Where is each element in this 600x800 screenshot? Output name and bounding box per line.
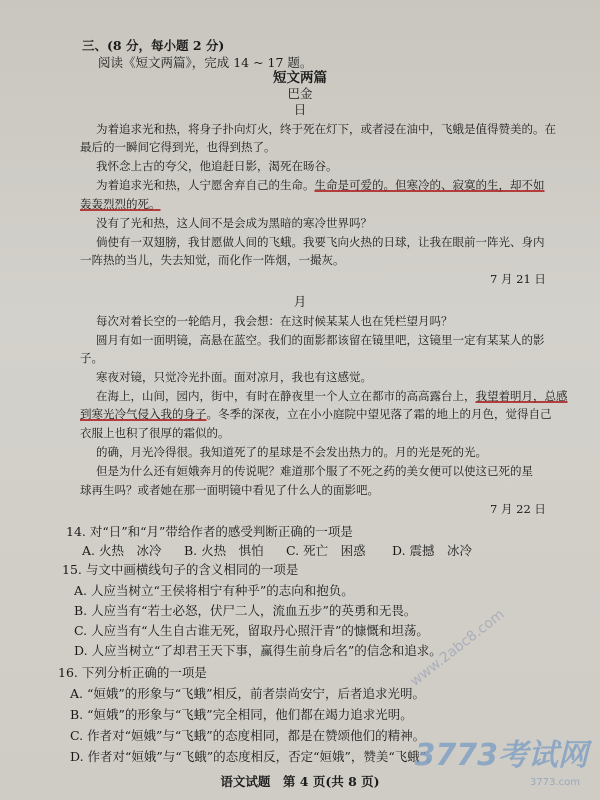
page-footer: 语文试题 第 4 页(共 8 页): [220, 774, 380, 789]
q16-stem: 16. 下列分析正确的一项是: [58, 665, 207, 680]
q15-option-c: C. 人应当有“人生自古谁无死，留取丹心照汗青”的慷慨和坦荡。: [74, 623, 429, 638]
q14-option-b: B. 火热 惧怕: [184, 543, 264, 558]
q14-option-d: D. 震撼 冰冷: [392, 543, 473, 558]
article-author: 巴金: [287, 86, 313, 101]
part1-p3-line2: [80, 196, 161, 212]
part2-p1: 每次对着长空的一轮皓月，我会想：在这时候某某人也在凭栏望月吗？: [96, 314, 453, 328]
q14-option-a: A. 火热 冰冷: [82, 543, 162, 558]
part2-p4-tail1: 。冬季的深夜，立在小小庭院中望见落了霜的地上的月色，觉得自己: [206, 407, 552, 421]
q15-option-b: B. 人应当有“若士必怒，伏尸二人，流血五步”的英勇和无畏。: [74, 603, 417, 618]
part2-p2-line2: 子。: [80, 351, 103, 365]
part1-p2: 我怀念上古的夸父，他追赶日影，渴死在旸谷。: [96, 159, 338, 173]
q16-option-a: A. “姮娥”的形象与“飞蛾”相反，前者崇尚安宁，后者追求光明。: [70, 686, 426, 701]
part2-p2-line1: 圆月有如一面明镜，高悬在蓝空。我们的面影都该留在镜里吧，这镜里一定有某某人的影: [96, 333, 545, 347]
part1-date: 7 月 21 日: [490, 272, 546, 286]
part2-p4-line1: [96, 388, 568, 404]
part2-p4-line2: [80, 406, 552, 422]
part1-p3-lead: 为着追求光和热，人宁愿舍弃自己的生命。: [96, 178, 315, 192]
part1-p1-line2: 最后的一瞬间它得到光，也得到热了。: [80, 140, 276, 154]
q16-option-c: C. 作者对“姮娥”与“飞蛾”的态度相同，都是在赞颂他们的精神。: [70, 728, 426, 743]
part2-p3: 寒夜对镜，只觉冷光扑面。面对凉月，我也有这感觉。: [96, 370, 372, 384]
q16-option-d: D. 作者对“姮娥”与“飞蛾”的态度相反，否定“姮娥”，赞美“飞蛾”。: [70, 749, 439, 764]
part2-p4-underlined2: 到寒光冷气侵入我的身子: [80, 407, 207, 421]
site-logo-url: 3773.com: [530, 777, 580, 788]
part1-title: 日: [293, 102, 307, 117]
part1-p4-line3: 一阵热的当儿，失去知觉，而化作一阵烟，一撮灰。: [80, 253, 345, 267]
section-heading: 三、(8 分，每小题 2 分): [82, 38, 225, 53]
part2-p4-lead: 在海上，山间，园内，街中，有时在静夜里一个人立在都市的高高露台上，: [96, 389, 476, 403]
q15-option-d: D. 人应当树立“了却君王天下事，赢得生前身后名”的信念和追求。: [74, 643, 442, 658]
site-logo: 3773考试网: [414, 738, 588, 773]
part1-p4-line2: 倘使有一双翅膀，我甘愿做人间的飞蛾。我要飞向火热的日球，让我在眼前一阵光、身内: [96, 235, 545, 249]
part2-p6-line1: 但是为什么还有姮娥奔月的传说呢？难道那个服了不死之药的美女便可以使这已死的星: [96, 464, 533, 478]
article-title: 短文两篇: [273, 70, 327, 86]
part1-p3-underlined: 生命是可爱的。但寒冷的、寂寞的生，却不如: [314, 178, 545, 192]
q14-stem: 14. 对“日”和“月”带给作者的感受判断正确的一项是: [66, 524, 353, 539]
part2-p6-line2: 球再生吗？或者她在那一面明镜中看见了什么人的面影吧。: [80, 483, 379, 497]
q16-option-b: B. “姮娥”的形象与“飞蛾”完全相同，他们都在竭力追求光明。: [70, 707, 413, 722]
part2-p4-underlined1: 我望着明月，总感: [475, 389, 568, 403]
q15-stem: 15. 与文中画横线句子的含义相同的一项是: [62, 562, 299, 577]
part1-p4-line1: 没有了光和热，这人间不是会成为黑暗的寒冷世界吗？: [96, 216, 372, 230]
part2-p4-line3: 衣服上也积了很厚的霜似的。: [80, 426, 230, 440]
part2-date: 7 月 22 日: [490, 502, 546, 516]
part2-p5: 的确，月光冷得很。我知道死了的星球是不会发出热力的。月的光是死的光。: [96, 445, 487, 459]
section-instruction: 阅读《短文两篇》，完成 14 ~ 17 题。: [98, 55, 313, 70]
part1-p3-line1: [96, 177, 545, 193]
q14-option-c: C. 死亡 困惑: [286, 543, 366, 558]
q15-option-a: A. 人应当树立“王侯将相宁有种乎”的志向和抱负。: [74, 583, 354, 598]
part1-p3-tail: 轰轰烈烈的死。: [80, 197, 161, 211]
diagonal-watermark: www.2abc8.com: [407, 606, 508, 690]
part2-title: 月: [293, 294, 307, 309]
part1-p1-line1: 为着追求光和热，将身子扑向灯火，终于死在灯下，或者浸在油中，飞蛾是值得赞美的。在: [96, 122, 556, 136]
